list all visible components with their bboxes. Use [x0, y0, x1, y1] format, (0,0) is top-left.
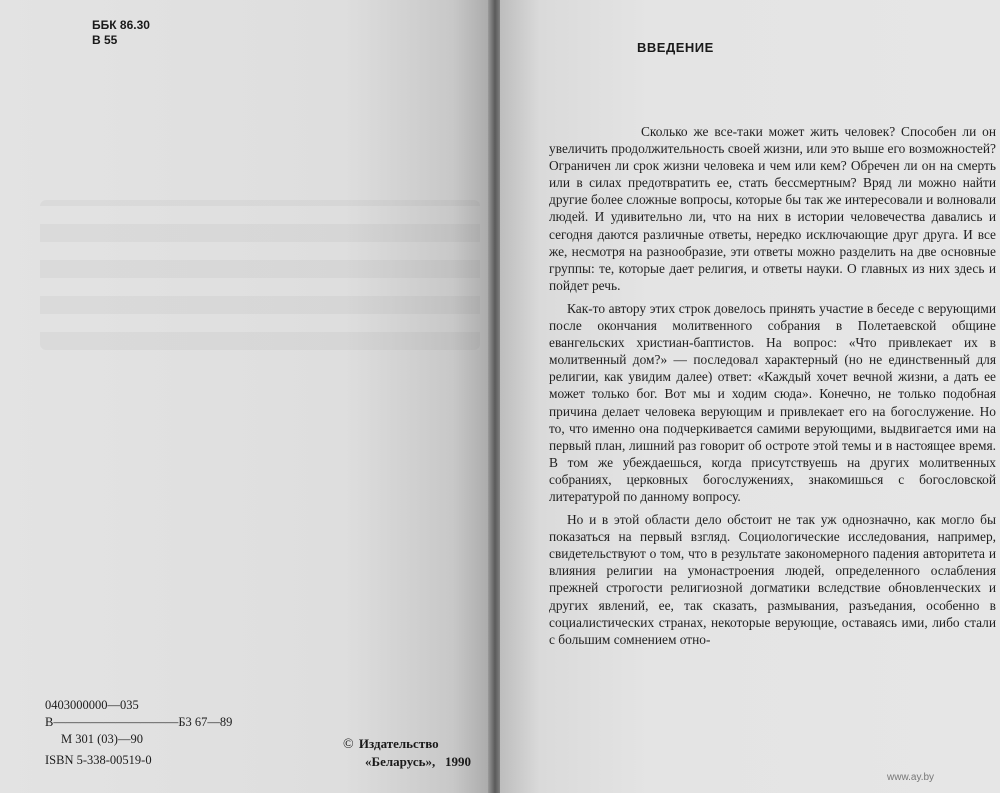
imprint-code-right: Б3 67—89 — [178, 715, 233, 729]
watermark: www.ay.by — [887, 772, 935, 783]
show-through-ghost — [40, 200, 480, 350]
imprint-block — [45, 697, 232, 769]
library-classification — [92, 18, 150, 48]
publisher-name: «Беларусь», — [365, 754, 436, 769]
paragraph: Сколько же все-таки может жить человек? Способен ли он увеличить продолжительность своей жизни, или это выше его возможностей? Ограничен ли срок жизни человека и чем или кем? Обречен ли он на смерть или в силах предотвратить ее, стать бессмертным? Вряд ли можно найти другие более сложные вопросы, которые бы так же интересовали и волновали людей. И удивительно ли, что на них в истории человечества давались и сегодня даются различные ответы, нередко исключающие друг друга. И все же, несмотря на разнообразие, эти ответы можно разделить на две основные группы: те, которые дает религия, и ответы науки. О главных из них здесь и пойдет речь. — [549, 124, 996, 293]
fraction-line: —————————— — [53, 715, 179, 729]
publisher-label: Издательство — [358, 736, 439, 751]
imprint-fraction — [45, 714, 232, 731]
author-mark: В 55 — [92, 33, 118, 47]
copyright-notice — [343, 735, 471, 770]
imprint-code-left: В — [45, 715, 54, 729]
paragraph: Как-то автору этих строк довелось принять участие в беседе с верующими после окончания молитвенного собрания в Полетаевской общине евангельских христиан-баптистов. На вопрос: «Что привлекает их в молитвенный дом?» — последовал характерный (но не единственный для религии, как увидим далее) ответ: «Каждый хочет вечной жизни, а дать ее может только бог. Вот мы и ходим сюда». Конечно, не только подобная причина делает человека верующим и привлекает его на богослужение. Но то, что именно она подчеркивается самими верующими, выдвигается ими на первый план, лишний раз говорит об остроте этой темы и в настоящее время. В том же убеждаешься, когда присутствуешь на других молитвенных собраниях, церковных богослужениях, знакомишься с богословской литературой по данному вопросу. — [549, 300, 996, 504]
copyright-symbol: © — [343, 737, 354, 752]
chapter-title: ВВЕДЕНИЕ — [637, 40, 714, 55]
imprint-code-top: 0403000000—035 — [45, 698, 139, 712]
imprint-code-bottom: М 301 (03)—90 — [61, 732, 143, 746]
publication-year: 1990 — [444, 754, 471, 769]
paragraph: Но и в этой области дело обстоит не так уж однозначно, как могло бы показаться на первый взгляд. Социологические исследования, например, свидетельствуют о том, что в результате закономерного падения авторитета и влияния религии на умонастроения людей, определенного ослабления прежней строгости религиозной догматики вследствие обновленческих и других явлений, ее, так сказать, размывания, разъедания, особенно в социалистических странах, некоторые верующие, оставаясь ими, либо стали с большим сомнением отно- — [549, 512, 996, 647]
bbk-code: ББК 86.30 — [92, 18, 150, 32]
isbn: ISBN 5-338-00519-0 — [45, 753, 152, 767]
left-page — [0, 0, 492, 793]
chapter-body — [549, 123, 996, 654]
